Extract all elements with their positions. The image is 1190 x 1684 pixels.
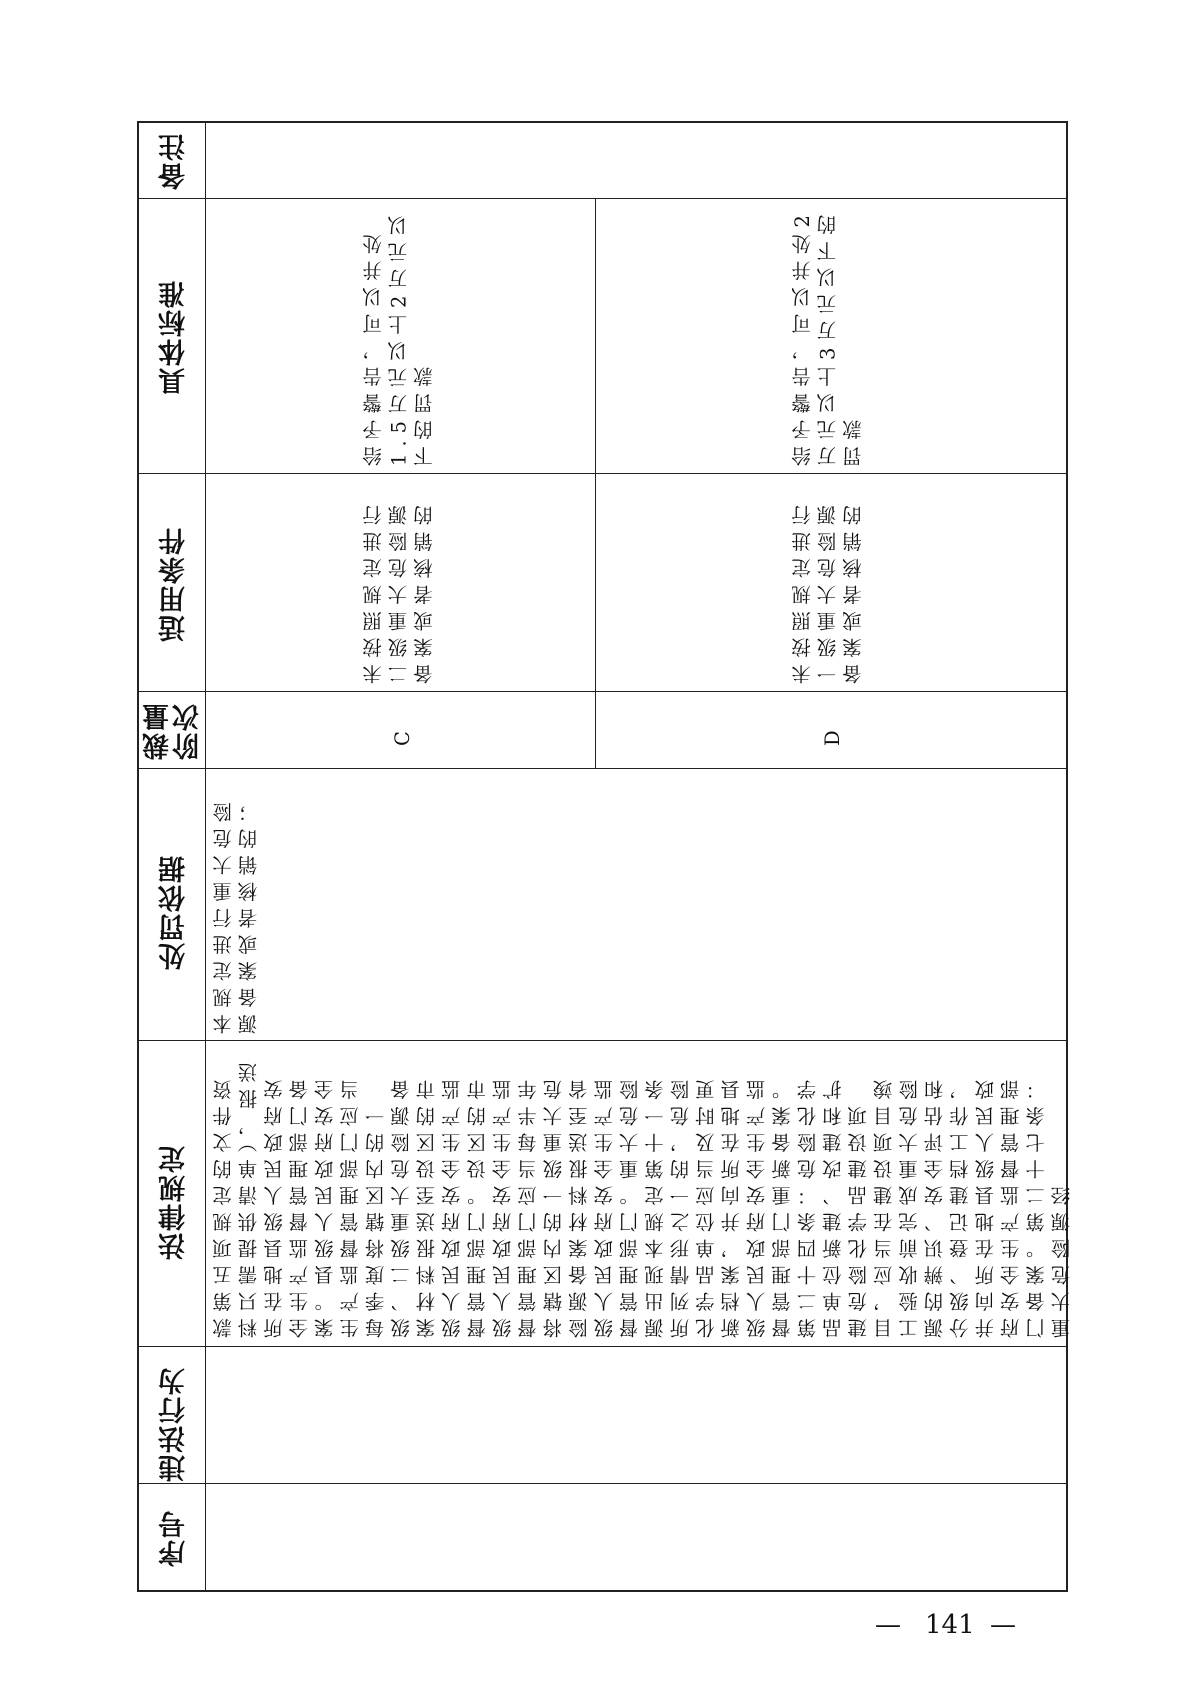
- law-text: 款第五项规定的文件资料只需提供清单），报送所在地县级人民政府安全生产监督管理部门备案。县级人民政府安全生产监督管理部门应当每季度将辖区内的一级、二级重大危险源备案材料报送至设区的市级人民政府安全生产监督管理部门。设区的市级人民政府安全生产监督管理部门应当每半年将辖区内的一级重大危险源备案材料报送至省级人民政府安全生产监督管理部门。重大危险源出现本规定第十一条所列情形之一的，危险化学品单位应当及时更新档案，并向所在地县级人民政府安全生产监督管理部门重新备案。第二十四条：危险化学品单位新建、改建和扩建危险化学品建设项目，应当在建设项目竣工验收前完成重大危险源的辨识、安全评估和分级、登记建档工作，并向所在地县级人民政府安全生产监督管理部门备案。第二十七条：重大危险源经: [212, 1056, 1074, 1338]
- row-d-standard: 给予警告，可以并处2万元以上3万元以下的罚款: [791, 208, 865, 466]
- divider-basis-level: [137, 768, 1068, 769]
- divider-law-basis: [137, 1040, 1068, 1041]
- header-basis: 处罚依据: [159, 854, 190, 970]
- header-std: 具体标准: [159, 279, 190, 395]
- row-c-level: C: [391, 724, 414, 746]
- divider-act-law: [137, 1346, 1068, 1347]
- divider-seq-act: [137, 1483, 1068, 1484]
- divider-level-cond: [137, 691, 1068, 692]
- header-act: 违法行为: [159, 1366, 190, 1482]
- table-border-top: [137, 121, 1068, 123]
- divider-std-note: [137, 198, 1068, 199]
- table-border-bottom: [137, 1590, 1068, 1592]
- table-border-right: [1066, 121, 1068, 1592]
- header-level: 裁量阶次: [143, 702, 204, 760]
- page-dash-left: —: [875, 1610, 901, 1640]
- header-band-divider: [205, 121, 206, 1591]
- header-note: 备注: [159, 132, 190, 190]
- basis-text: 本规定进行重大危险源备案或者核销的；: [212, 795, 261, 1034]
- table-border-left: [137, 121, 139, 1592]
- row-d-level: D: [821, 723, 844, 746]
- page-number: 141: [925, 1610, 975, 1640]
- header-cond: 适用条件: [159, 526, 190, 642]
- page-dash-right: —: [990, 1610, 1016, 1640]
- header-law: 法律规定: [159, 1144, 190, 1260]
- row-c-standard: 给予警告，可以并处1.5万元以上2万元以下的罚款: [362, 209, 436, 466]
- row-d-condition: 未按照规定进行一级重大危险源备案或者核销的: [791, 498, 865, 684]
- row-divider-c-d: [595, 198, 596, 768]
- row-c-condition: 未按照规定进行二级重大危险源备案或者核销的: [362, 498, 436, 684]
- divider-cond-std: [137, 473, 1068, 474]
- header-seq: 序号: [159, 1509, 190, 1567]
